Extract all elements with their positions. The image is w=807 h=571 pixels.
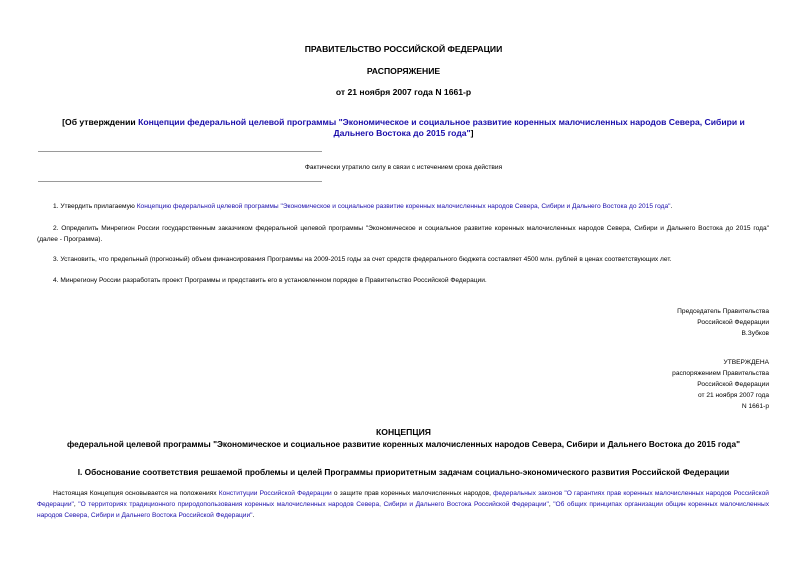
concept-title: КОНЦЕПЦИЯ [376,427,431,437]
signature-title: Председатель Правительства [677,308,769,315]
status-note: Фактически утратило силу в связи с истечением срока действия [304,164,503,171]
item-2: 2. Определить Минрегион России государственным заказчиком федеральной целевой программы "Экономическое и социальное развитие коренных малочисленных народов Севера, Сибири и Дальнего Востока до 2015 года" (далее - Программа). [37,225,769,243]
signature-block [677,306,769,339]
signature-name: В.Зубков [741,330,769,337]
document-date-number: от 21 ноября 2007 года N 1661-р [335,87,472,97]
approved-number: N 1661-р [741,403,769,410]
item-1-prefix: 1. Утвердить прилагаемую [53,203,137,210]
approval-prefix: [Об утверждении [62,117,139,127]
item-3: 3. Установить, что предельный (прогнозный) объем финансирования Программы на 2009-2015 годы за счет средств федерального бюджета составляет 4500 млн. рублей в ценах соответствующих лет. [53,256,672,263]
body-text-2: о защите прав коренных малочисленных народов, [331,490,494,497]
approval-suffix: ] [470,128,474,138]
divider-top [38,151,322,152]
signature-country: Российской Федерации [697,319,769,326]
concept-subtitle: федеральной целевой программы "Экономическое и социальное развитие коренных малочисленных народов Севера, Сибири и Дальнего Востока до 2015 года" [66,439,740,449]
federal-laws-link[interactable]: федеральных законов "О гарантиях прав коренных малочисленных народов Российской Федерации" [37,490,769,508]
divider-bottom [38,181,322,182]
government-heading: ПРАВИТЕЛЬСТВО РОССИЙСКОЙ ФЕДЕРАЦИИ [304,44,503,54]
approved-date: от 21 ноября 2007 года [698,392,769,399]
approval-stamp [672,357,769,412]
concept-link-title-cont[interactable]: Дальнего Востока до 2015 года" [333,128,471,138]
item-1 [37,202,769,213]
item-1-suffix: . [670,203,673,210]
approved-by: распоряжением Правительства [672,370,769,377]
approved-country: Российской Федерации [697,381,769,388]
body-text-4: , [548,500,554,508]
approval-title [0,117,807,139]
body-text-5: . [252,511,255,519]
communities-law-link[interactable]: "Об общих принципах организации общин коренных малочисленных народов Севера, Сибири и Дальнего Востока Российской Федерации" [37,500,769,519]
body-text-1: Настоящая Концепция основывается на положениях [53,490,219,497]
territories-law-link[interactable]: "О территориях традиционного природопользования коренных малочисленных народов Севера, Сибири и Дальнего Востока Российской Федерации" [78,500,549,508]
section-1-heading: I. Обоснование соответствия решаемой проблемы и целей Программы приоритетным задачам социально-экономического развития Российской Федерации [77,467,730,477]
concept-body [37,489,769,521]
item-4: 4. Минрегиону России разработать проект Программы и представить его в установленном порядке в Правительство Российской Федерации. [53,277,487,284]
approved-label: УТВЕРЖДЕНА [723,359,769,366]
document-type-heading: РАСПОРЯЖЕНИЕ [366,66,441,76]
constitution-link[interactable]: Конституции Российской Федерации [218,490,332,497]
body-text-3: , [73,500,79,508]
concept-link-title[interactable]: Концепции федеральной целевой программы "Экономическое и социальное развитие коренных малочисленных народов Севера, Сибири и [138,117,745,127]
concept-approval-link[interactable]: Концепцию федеральной целевой программы "Экономическое и социальное развитие коренных малочисленных народов Севера, Сибири и Дальнего Востока до 2015 года" [136,203,671,210]
